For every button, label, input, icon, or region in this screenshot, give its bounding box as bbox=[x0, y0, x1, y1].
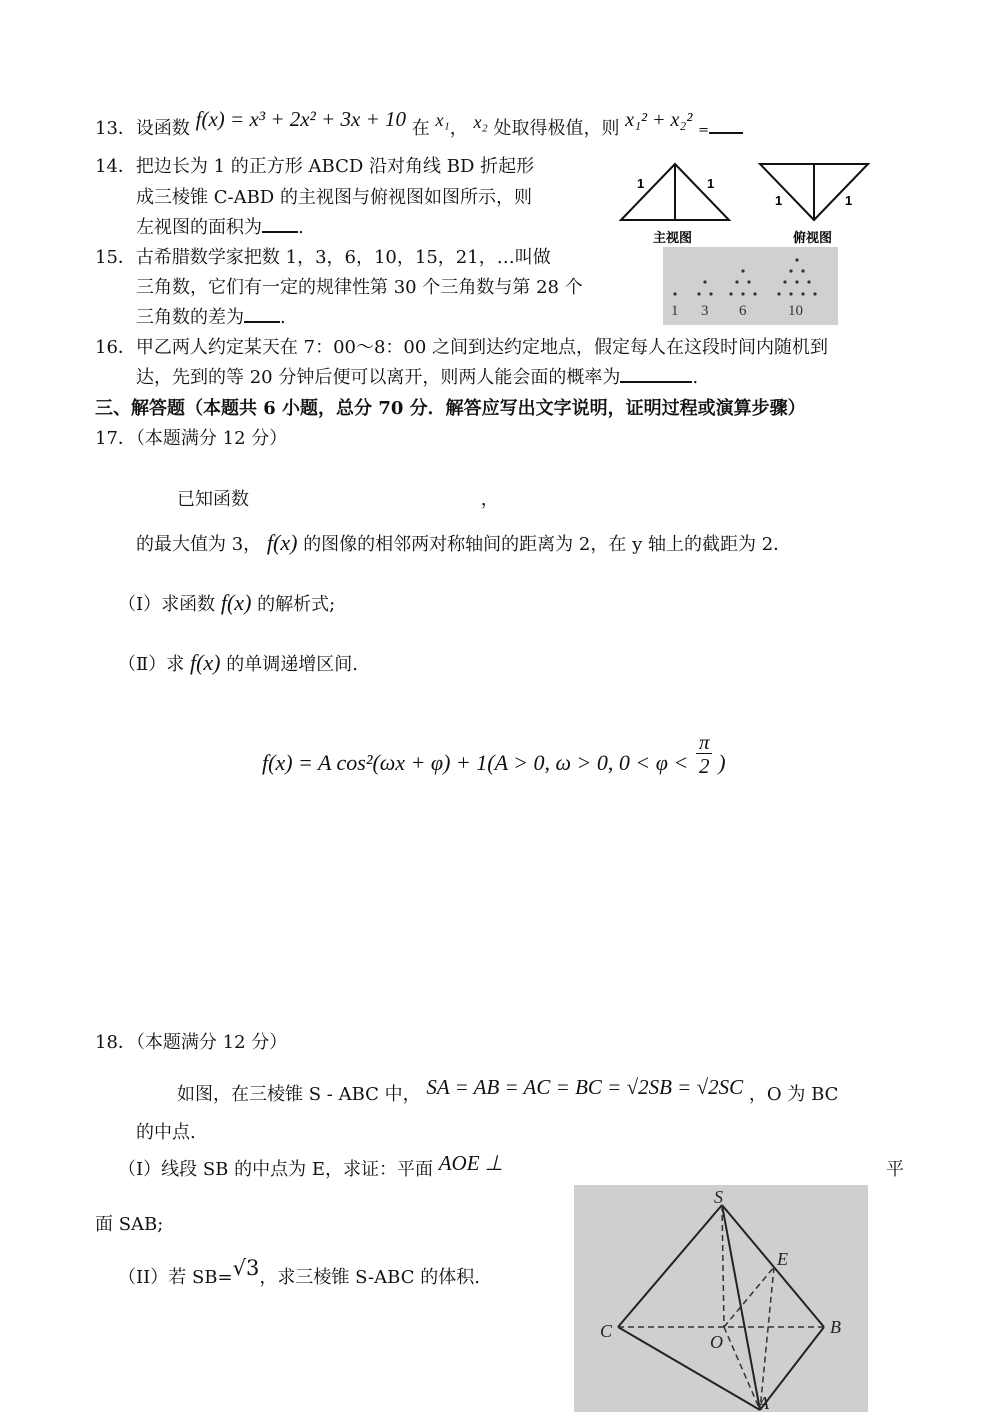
front-view-side-a: 1 bbox=[637, 176, 645, 191]
q15-line3 bbox=[136, 303, 286, 329]
q17-part2 bbox=[118, 650, 358, 676]
q18-label-s: S bbox=[714, 1187, 723, 1207]
q15-text-2: 三角数，它们有一定的规律性第 30 个三角数与第 28 个 bbox=[136, 277, 583, 298]
q13-at: 在 bbox=[411, 118, 430, 139]
q17-formula bbox=[262, 730, 726, 787]
q14-line2 bbox=[136, 183, 532, 209]
q17-known-line bbox=[177, 485, 499, 511]
q13-equals: = bbox=[698, 123, 709, 138]
q16-line1 bbox=[95, 333, 828, 359]
q15-fig-label-6: 6 bbox=[739, 303, 747, 319]
front-view-side-b: 1 bbox=[707, 176, 715, 191]
q17-line2-b: 的图像的相邻两对称轴间的距离为 2，在 y 轴上的截距为 2． bbox=[303, 534, 792, 555]
q17-part1-b: 的解析式; bbox=[257, 594, 336, 615]
q18-part2-a: （II）若 SB= bbox=[118, 1267, 233, 1288]
q13-answer-blank bbox=[709, 114, 743, 134]
q15-fig-label-3: 3 bbox=[701, 303, 709, 319]
q16-line2 bbox=[136, 363, 698, 389]
q14-views-figure bbox=[615, 158, 875, 248]
q18-figure-background bbox=[574, 1185, 868, 1412]
front-view bbox=[621, 164, 729, 220]
q16-text-1: 甲乙两人约定某天在 7：00～8：00 之间到达约定地点，假定每人在这段时间内随机到 bbox=[135, 337, 829, 358]
q18-label-e: E bbox=[777, 1249, 788, 1269]
q17-fx-2: f(x) bbox=[220, 590, 252, 615]
q18-pyramid-figure bbox=[574, 1185, 868, 1412]
q18-label-c: C bbox=[600, 1321, 613, 1341]
q13-number: 13． bbox=[95, 118, 136, 139]
q18-part2-b: ，求三棱锥 S-ABC 的体积. bbox=[259, 1267, 480, 1288]
q17-part1 bbox=[118, 590, 335, 616]
q17-fx-1: f(x) bbox=[266, 530, 298, 555]
q15-line1 bbox=[95, 243, 551, 269]
q18-line1 bbox=[177, 1075, 839, 1106]
q17-two: 2 bbox=[698, 754, 710, 778]
q13-expression: x₁² + x₂² bbox=[625, 109, 693, 131]
q18-part1 bbox=[118, 1151, 504, 1181]
q16-answer-blank bbox=[620, 363, 692, 383]
q14-line3 bbox=[136, 213, 304, 239]
q18-part2 bbox=[118, 1256, 480, 1289]
q14-end: . bbox=[298, 217, 304, 238]
q16-end: . bbox=[692, 367, 699, 388]
q13-sep: ， bbox=[449, 118, 468, 139]
q15-answer-blank bbox=[244, 303, 280, 323]
q16-text-2: 达，先到的等 20 分钟后便可以离开，则两人能会面的概率为 bbox=[136, 367, 621, 388]
q18-ping: 平 bbox=[886, 1159, 904, 1180]
q14-answer-blank bbox=[262, 213, 298, 233]
q17-heading: 17．（本题满分 12 分） bbox=[95, 428, 288, 449]
q15-end: . bbox=[280, 307, 286, 328]
top-view bbox=[760, 164, 868, 220]
q17-known: 已知函数 bbox=[177, 489, 249, 510]
top-view-label: 俯视图 bbox=[793, 230, 833, 245]
q17-formula-main: f(x) = A cos²(ωx + φ) + 1(A > 0, ω > 0, 0 < φ < bbox=[262, 749, 689, 775]
q14-text-3: 左视图的面积为 bbox=[136, 217, 262, 238]
q17-fraction bbox=[696, 731, 713, 778]
q17-part2-b: 的单调递增区间. bbox=[226, 654, 358, 675]
front-view-label: 主视图 bbox=[653, 230, 693, 245]
q18-equation: SA = AB = AC = BC = √2SB = √2SC bbox=[426, 1075, 744, 1099]
q15-triangle-numbers-figure bbox=[663, 247, 838, 325]
q15-number: 15． bbox=[95, 247, 136, 268]
q13-function: f(x) = x³ + 2x² + 3x + 10 bbox=[195, 107, 407, 131]
q16-number: 16． bbox=[95, 337, 136, 358]
q17-line2 bbox=[136, 530, 791, 556]
q18-sqrt3: √3 bbox=[232, 1256, 260, 1280]
top-view-side-b: 1 bbox=[845, 193, 853, 208]
q18-line2: 的中点. bbox=[136, 1122, 196, 1143]
q18-line1-a: 如图，在三棱锥 S - ABC 中， bbox=[177, 1084, 421, 1105]
q18-label-b: B bbox=[830, 1317, 841, 1337]
q15-text-1: 古希腊数学家把数 1，3，6，10，15，21，…叫做 bbox=[135, 247, 551, 268]
q17-fx-3: f(x) bbox=[189, 650, 221, 675]
q17-part1-a: （I）求函数 bbox=[118, 594, 216, 615]
q15-line2 bbox=[136, 273, 583, 299]
q18-line1-b: ，O 为 BC bbox=[748, 1084, 839, 1105]
q17-part2-a: （Ⅱ）求 bbox=[118, 654, 185, 675]
q14-number: 14． bbox=[95, 156, 136, 177]
q13-line bbox=[95, 107, 743, 140]
q18-label-o: O bbox=[710, 1332, 723, 1352]
section-3-heading: 三、解答题（本题共 6 小题，总分 70 分．解答应写出文字说明，证明过程或演算步骤） bbox=[95, 398, 806, 419]
q14-text-2: 成三棱锥 C-ABD 的主视图与俯视图如图所示，则 bbox=[136, 187, 532, 208]
q13-lead: 设函数 bbox=[135, 118, 190, 139]
q18-label-a: A bbox=[758, 1393, 769, 1412]
q17-comma: ， bbox=[480, 489, 499, 510]
q14-line1 bbox=[95, 152, 534, 178]
q18-aoe: AOE ⊥ bbox=[438, 1151, 504, 1175]
top-view-side-a: 1 bbox=[775, 193, 783, 208]
q15-fig-label-10: 10 bbox=[788, 303, 803, 319]
q15-text-3: 三角数的差为 bbox=[136, 307, 244, 328]
q18-mian: 面 SAB; bbox=[95, 1214, 164, 1235]
q13-x2: x₂ bbox=[473, 112, 488, 132]
q17-close-paren: ) bbox=[718, 749, 726, 775]
q13-mid: 处取得极值，则 bbox=[493, 118, 620, 139]
q17-pi: π bbox=[696, 731, 713, 754]
q18-heading: 18．（本题满分 12 分） bbox=[95, 1032, 288, 1053]
q13-x1: x₁ bbox=[435, 110, 450, 130]
q15-fig-label-1: 1 bbox=[671, 303, 679, 319]
q17-line2-a: 的最大值为 3， bbox=[136, 534, 262, 555]
q14-text-1: 把边长为 1 的正方形 ABCD 沿对角线 BD 折起形 bbox=[135, 156, 535, 177]
q18-part1-text: （I）线段 SB 的中点为 E，求证：平面 bbox=[118, 1159, 433, 1180]
